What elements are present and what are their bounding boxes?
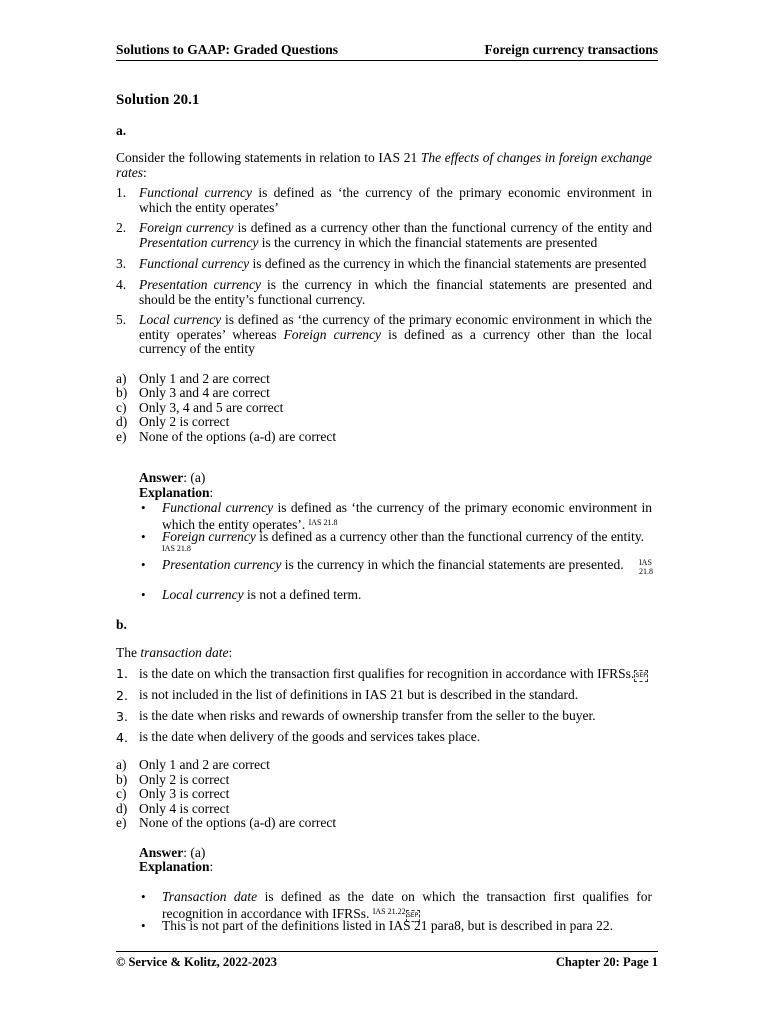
explanation-colon: : — [209, 859, 214, 874]
header-right: Foreign currency transactions — [484, 42, 658, 57]
definition: is the currency in which the financial statements are presented and should be the entity’s functional currency. — [139, 277, 652, 307]
statement-number: 3. — [116, 709, 128, 724]
footer-rule — [116, 951, 658, 952]
term: Presentation currency — [139, 234, 259, 250]
reference: IAS 21.8 — [308, 517, 338, 527]
option-letter: b) — [116, 385, 128, 400]
intro-italic: The effects of changes in foreign exchange rates — [116, 150, 653, 180]
statement-number: 5. — [116, 312, 127, 327]
option-text: None of the options (a-d) are correct — [139, 815, 337, 830]
reference: IAS 21.8 — [162, 544, 191, 553]
explanation-item — [162, 588, 652, 603]
option-letter: a) — [116, 757, 127, 772]
answer-value: : (a) — [183, 470, 206, 485]
definition: is the currency in which the financial statements are presented — [258, 234, 598, 250]
solution-title: Solution 20.1 — [116, 92, 200, 108]
sep-glyph: SEP — [406, 910, 420, 922]
option-letter: a) — [116, 371, 127, 386]
footer-left: © Service & Kolitz, 2022-2023 — [116, 955, 278, 969]
bullet-icon: • — [141, 529, 146, 544]
definition: is defined as a currency other than the functional currency of the entity. — [255, 529, 645, 544]
part-a-label: a. — [116, 123, 127, 138]
intro-text: Consider the following statements in relation to IAS 21 — [116, 150, 421, 165]
option-text: Only 4 is correct — [139, 801, 230, 816]
option-text: Only 3 and 4 are correct — [139, 385, 270, 400]
term: Presentation currency — [139, 277, 261, 292]
sep-glyph: SEP — [634, 670, 648, 682]
explanation-item — [162, 890, 652, 922]
explanation-label: Explanation — [139, 859, 210, 874]
explanation-item — [162, 530, 652, 545]
reference: IAS 21.22 — [372, 906, 406, 916]
answer-label: Answer — [139, 470, 184, 485]
answer-line — [139, 471, 205, 486]
statement-number: 1. — [116, 185, 127, 200]
statement-text: is the date on which the transaction first qualifies for recognition in accordance with IFRSs. — [139, 666, 635, 681]
term: Functional currency — [139, 185, 253, 200]
option-letter: d) — [116, 801, 128, 816]
intro-end: : — [143, 164, 147, 180]
definition: is defined as a currency other than the local currency of the entity — [139, 326, 652, 356]
option-text: None of the options (a-d) are correct — [139, 429, 337, 444]
option-letter: e) — [116, 815, 127, 830]
explanation-heading — [139, 860, 213, 875]
explanation-heading — [139, 486, 213, 501]
bullet-icon: • — [141, 557, 146, 572]
definition: is defined as ‘the currency of the primary economic environment in which the entity operates’. — [162, 500, 652, 532]
answer-value: : (a) — [183, 845, 206, 860]
option-text: Only 3, 4 and 5 are correct — [139, 400, 284, 415]
statement-2: is not included in the list of definitions in IAS 21 but is described in the standard. — [139, 687, 579, 702]
option-text: Only 1 and 2 are correct — [139, 371, 270, 386]
explanation-colon: : — [209, 485, 214, 500]
footer-right: Chapter 20: Page 1 — [555, 955, 658, 969]
definition: is defined as ‘the currency of the primary economic environment in which the entity operates’ — [139, 185, 653, 215]
part-b-intro — [116, 646, 232, 661]
option-text: Only 2 is correct — [139, 772, 230, 787]
answer-label: Answer — [139, 845, 184, 860]
explanation-item — [162, 501, 652, 532]
definition: is defined as ‘the currency of the primary economic environment in which the entity operates’ whereas — [139, 312, 652, 342]
statement-number: 2. — [116, 220, 127, 235]
intro-end: : — [228, 645, 233, 660]
term: Foreign currency — [162, 529, 256, 544]
option-text: Only 2 is correct — [139, 414, 230, 429]
header-rule — [116, 60, 658, 61]
bullet-icon: • — [141, 889, 146, 904]
page-header — [116, 42, 658, 62]
term: Transaction date — [162, 889, 258, 904]
definition: is the currency in which the financial statements are presented. — [281, 557, 624, 572]
statement-3: is the date when risks and rewards of ownership transfer from the seller to the buyer. — [139, 708, 596, 723]
option-letter: c) — [116, 786, 127, 801]
statement-2 — [139, 221, 652, 250]
statement-5 — [139, 313, 652, 357]
option-text: Only 1 and 2 are correct — [139, 757, 270, 772]
statement-number: 3. — [116, 256, 127, 271]
statement-number: 1. — [116, 666, 128, 681]
bullet-icon: • — [141, 500, 146, 515]
option-letter: c) — [116, 400, 127, 415]
statement-1 — [139, 186, 652, 215]
option-letter: b) — [116, 772, 128, 787]
explanation-item: This is not part of the definitions listed in IAS 21 para8, but is described in para 22. — [162, 918, 614, 933]
term: Functional currency — [162, 500, 274, 515]
term: Local currency — [139, 312, 222, 327]
reference: IAS 21.8 — [639, 558, 653, 576]
statement-1 — [139, 667, 652, 682]
definition: is defined as the date on which the transaction first qualifies for recognition in accordance with IFRSs. — [162, 889, 652, 921]
statement-4 — [139, 278, 652, 307]
option-text: Only 3 is correct — [139, 786, 230, 801]
term: Functional currency — [139, 256, 250, 271]
statement-4: is the date when delivery of the goods and services takes place. — [139, 729, 481, 744]
header-left: Solutions to GAAP: Graded Questions — [116, 42, 339, 57]
bullet-icon: • — [141, 918, 146, 933]
statement-number: 4. — [116, 730, 128, 745]
definition: is not a defined term. — [243, 587, 362, 602]
bullet-icon: • — [141, 587, 146, 602]
statement-number: 4. — [116, 277, 127, 292]
statement-number: 2. — [116, 688, 128, 703]
option-letter: e) — [116, 429, 127, 444]
term: Foreign currency — [283, 326, 382, 342]
term: Local currency — [162, 587, 244, 602]
term: Presentation currency — [162, 557, 282, 572]
intro-italic: transaction date — [140, 645, 229, 660]
definition: is defined as a currency other than the functional currency of the entity and — [233, 220, 652, 235]
part-a-intro — [116, 151, 652, 180]
statement-3 — [139, 257, 652, 272]
explanation-label: Explanation — [139, 485, 210, 500]
term: Foreign currency — [139, 220, 234, 235]
intro-text: The — [116, 645, 141, 660]
part-b-label: b. — [116, 617, 127, 632]
option-letter: d) — [116, 414, 128, 429]
definition: is defined as the currency in which the financial statements are presented — [249, 256, 647, 271]
